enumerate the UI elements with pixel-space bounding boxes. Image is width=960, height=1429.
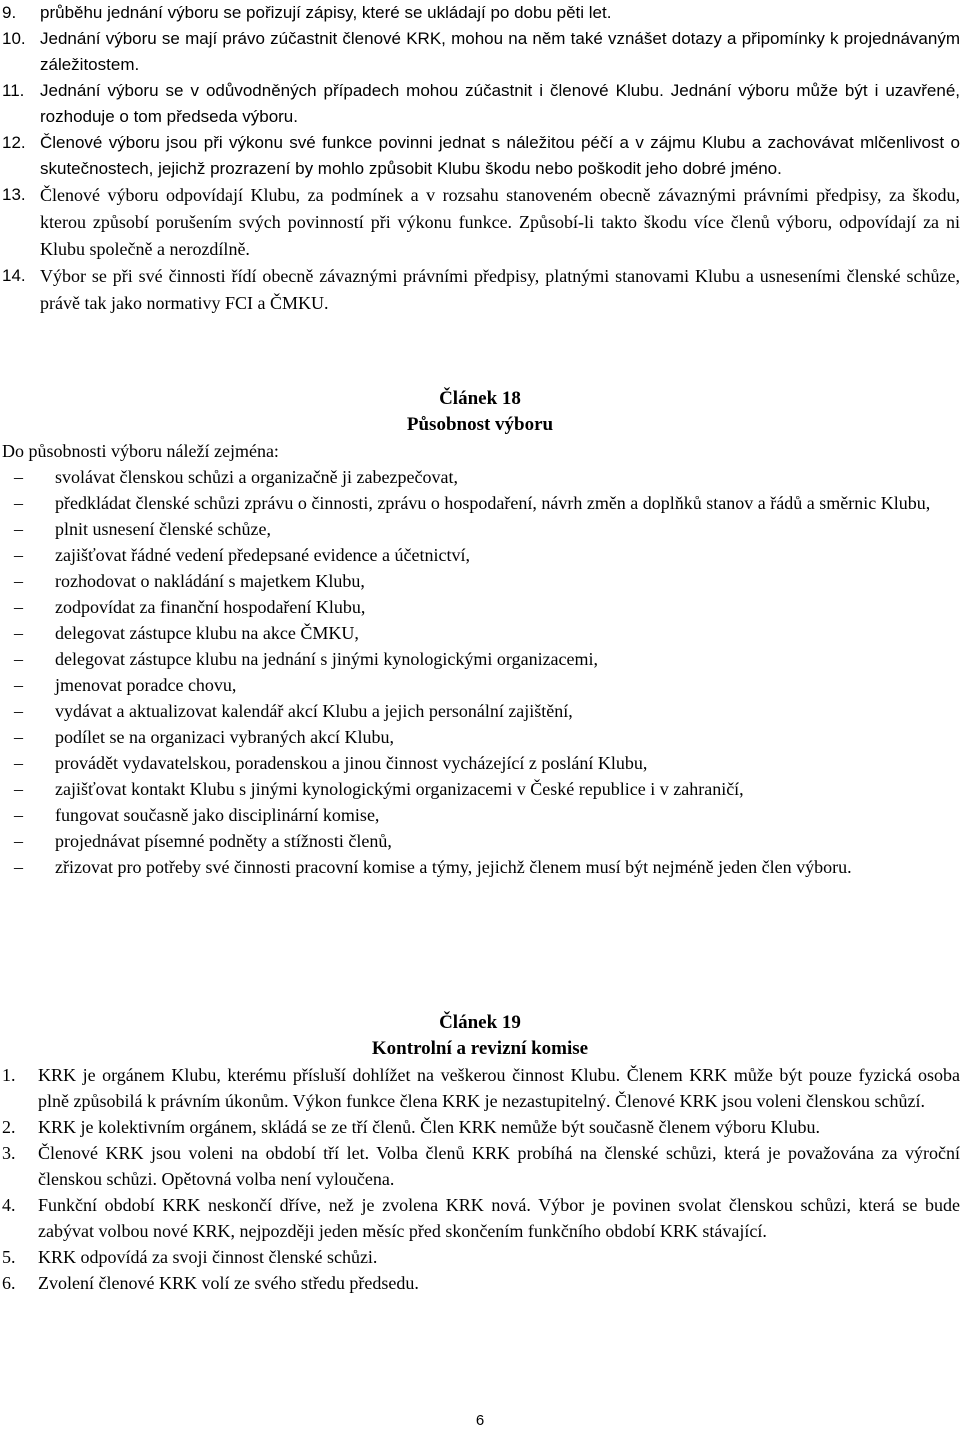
- dash-bullet: –: [14, 727, 23, 747]
- dash-bullet: –: [14, 675, 23, 695]
- list-item: [2, 0, 960, 26]
- article-19-heading: [0, 1010, 960, 1062]
- article-title: Článek 18: [439, 388, 521, 409]
- committee-powers-list: [0, 464, 960, 880]
- item-number: 4.: [2, 1195, 16, 1215]
- item-text: KRK je kolektivním orgánem, skládá se ze tří členů. Člen KRK nemůže být současně členem výboru Klubu.: [38, 1117, 820, 1137]
- item-text: průběhu jednání výboru se pořizují zápisy, které se ukládají po dobu pěti let.: [40, 3, 612, 22]
- item-text: Zvolení členové KRK volí ze svého středu předsedu.: [38, 1273, 419, 1293]
- item-number: 5.: [2, 1247, 16, 1267]
- item-text: Členové KRK jsou voleni na období tří let. Volba členů KRK probíhá na členské schůzi, která je považována za výroční členskou schůzi. Opětovná volba není vyloučena.: [38, 1143, 960, 1189]
- item-text: KRK je orgánem Klubu, kterému přísluší dohlížet na veškerou činnost Klubu. Členem KRK může být pouze fyzická osoba plně způsobilá k právním úkonům. Výkon funkce člena KRK je nezastupitelný. Členové KRK jsou voleni členskou schůzí.: [38, 1065, 960, 1111]
- item-number: 1.: [2, 1065, 16, 1085]
- item-text: Jednání výboru se v odůvodněných případech mohou zúčastnit i členové Klubu. Jednání výboru může být i uzavřené, rozhoduje o tom předseda výboru.: [40, 81, 960, 126]
- item-text: zodpovídat za finanční hospodaření Klubu,: [55, 597, 366, 617]
- dash-bullet: –: [14, 597, 23, 617]
- item-text-continued: Způsobí-li takto škodu více členů výboru, odpovídají za ni Klubu společně a nerozdílně.: [40, 212, 960, 259]
- dash-bullet: –: [14, 467, 23, 487]
- item-text: svolávat členskou schůzi a organizačně ji zabezpečovat,: [55, 467, 458, 487]
- item-number: 11.: [2, 81, 25, 100]
- item-number: 10.: [2, 29, 26, 48]
- item-text: delegovat zástupce klubu na jednání s jinými kynologickými organizacemi,: [55, 649, 599, 669]
- item-number: 9.: [2, 3, 17, 22]
- item-text: fungovat současně jako disciplinární komise,: [55, 805, 380, 825]
- list-item: [2, 1062, 960, 1114]
- list-item: [0, 620, 960, 646]
- item-text: provádět vydavatelskou, poradenskou a jinou činnost vycházející z poslání Klubu,: [55, 753, 648, 773]
- list-item: [2, 1140, 960, 1192]
- list-item: [2, 78, 960, 130]
- item-text: zajišťovat kontakt Klubu s jinými kynologickými organizacemi v České republice i v zahraničí,: [55, 779, 744, 799]
- item-text: rozhodovat o nakládání s majetkem Klubu,: [55, 571, 365, 591]
- item-text: předkládat členské schůzi zprávu o činnosti, zprávu o hospodaření, návrh změn a doplňků stanov a řádů a směrnic Klubu,: [55, 493, 931, 513]
- article-18-heading: [0, 386, 960, 438]
- page-number: 6: [475, 1412, 485, 1429]
- list-item: [0, 776, 960, 802]
- article-subtitle: Kontrolní a revizní komise: [371, 1038, 589, 1059]
- item-number: 12.: [2, 133, 26, 152]
- list-item: [0, 490, 960, 516]
- article-18-intro: Do působnosti výboru náleží zejména:: [2, 441, 279, 461]
- list-item: [2, 263, 960, 317]
- list-item: [0, 646, 960, 672]
- item-text: zřizovat pro potřeby své činnosti pracovní komise a týmy, jejichž členem musí být nejméně jeden člen výboru.: [55, 857, 852, 877]
- list-item: [0, 750, 960, 776]
- item-number: 3.: [2, 1143, 16, 1163]
- article-subtitle: Působnost výboru: [406, 414, 554, 435]
- item-text: podílet se na organizaci vybraných akcí Klubu,: [55, 727, 395, 747]
- item-text: KRK odpovídá za svoji činnost členské schůzi.: [38, 1247, 378, 1267]
- dash-bullet: –: [14, 623, 23, 643]
- list-item: [2, 1114, 960, 1140]
- item-text: plnit usnesení členské schůze,: [55, 519, 271, 539]
- list-item: [0, 516, 960, 542]
- dash-bullet: –: [14, 649, 23, 669]
- list-item: [0, 464, 960, 490]
- list-item: [0, 854, 960, 880]
- dash-bullet: –: [14, 857, 23, 877]
- item-text: projednávat písemné podněty a stížnosti členů,: [55, 831, 392, 851]
- item-number: 14.: [2, 266, 26, 285]
- list-item: [0, 802, 960, 828]
- list-item: [0, 594, 960, 620]
- item-text: delegovat zástupce klubu na akce ČMKU,: [55, 623, 359, 643]
- list-item: [2, 130, 960, 182]
- item-text: vydávat a aktualizovat kalendář akcí Klubu a jejich personální zajištění,: [55, 701, 573, 721]
- list-item: [0, 698, 960, 724]
- list-item: [2, 182, 960, 263]
- list-item: [0, 828, 960, 854]
- dash-bullet: –: [14, 831, 23, 851]
- committee-rules-list: [2, 0, 960, 317]
- list-item: [0, 672, 960, 698]
- item-text-continued: usneseními členské schůze, právě tak jako normativy FCI a ČMKU.: [40, 266, 960, 313]
- list-item: [0, 542, 960, 568]
- audit-commission-list: [2, 1062, 960, 1296]
- item-number: 13.: [2, 185, 26, 204]
- item-text: zajišťovat řádné vedení předepsané evidence a účetnictví,: [55, 545, 470, 565]
- item-text: Členové výboru odpovídají Klubu, za podmínek a v rozsahu stanoveném obecně závaznými právními předpisy, za škodu, kterou způsobí porušením svých povinností při výkonu funkce.: [40, 185, 960, 232]
- dash-bullet: –: [14, 545, 23, 565]
- item-text: Funkční období KRK neskončí dříve, než je zvolena KRK nová. Výbor je povinen svolat členskou schůzi, která se bude zabývat volbou nové KRK, nejpozději jeden měsíc před skončením funkčního období KRK stávající.: [38, 1195, 960, 1241]
- dash-bullet: –: [14, 779, 23, 799]
- dash-bullet: –: [14, 493, 23, 513]
- list-item: [2, 26, 960, 78]
- list-item: [2, 1192, 960, 1244]
- dash-bullet: –: [14, 753, 23, 773]
- dash-bullet: –: [14, 519, 23, 539]
- dash-bullet: –: [14, 701, 23, 721]
- list-item: [0, 568, 960, 594]
- item-text: Jednání výboru se mají právo zúčastnit členové KRK, mohou na něm také vznášet dotazy a připomínky k projednávaným záležitostem.: [40, 29, 960, 74]
- item-text: Členové výboru jsou při výkonu své funkce povinni jednat s náležitou péčí a v zájmu Klubu a zachovávat mlčenlivost o skutečnostech, jejichž prozrazení by mohlo způsobit Klubu škodu nebo poškodit jeho dobré jméno.: [40, 133, 960, 178]
- dash-bullet: –: [14, 805, 23, 825]
- dash-bullet: –: [14, 571, 23, 591]
- article-title: Článek 19: [439, 1012, 521, 1033]
- list-item: [0, 724, 960, 750]
- item-number: 6.: [2, 1273, 16, 1293]
- list-item: [2, 1244, 960, 1270]
- item-text: Výbor se při své činnosti řídí obecně závaznými právními předpisy, platnými stanovami Klubu a: [40, 266, 754, 286]
- item-text: jmenovat poradce chovu,: [55, 675, 237, 695]
- list-item: [2, 1270, 960, 1296]
- item-number: 2.: [2, 1117, 16, 1137]
